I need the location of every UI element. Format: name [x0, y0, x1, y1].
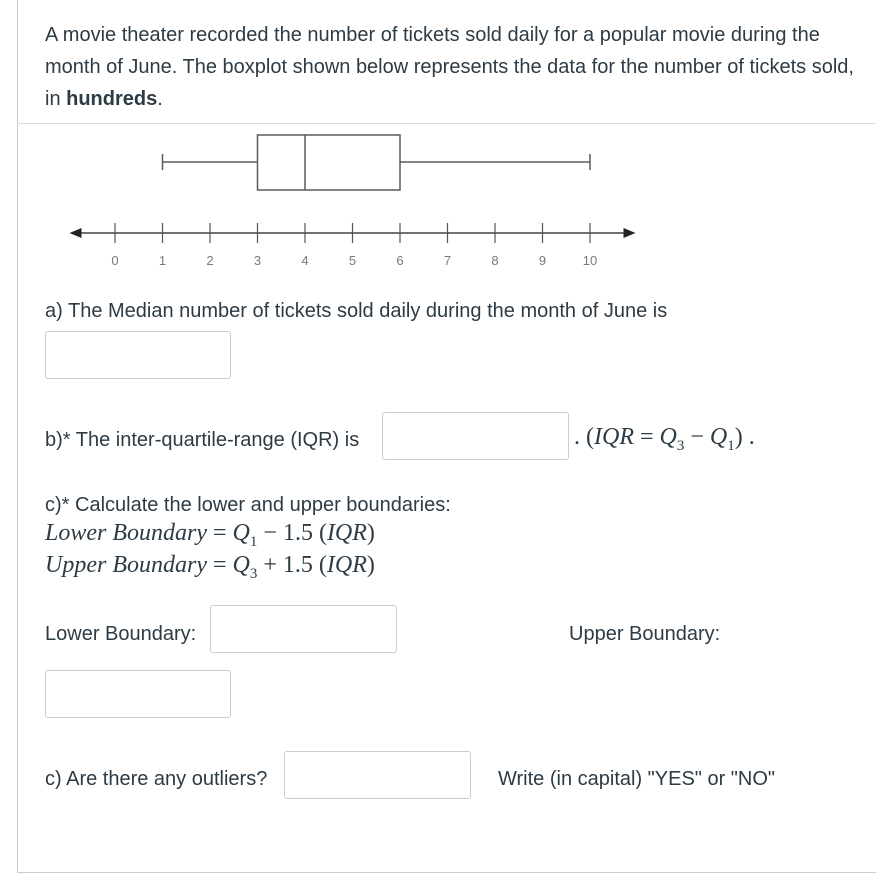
question-c-text: c)* Calculate the lower and upper boundaries:: [45, 494, 451, 516]
upper-formula-name: Upper Boundary: [45, 552, 207, 578]
iqr-lhs: IQR: [594, 424, 634, 450]
iqr-q1-sub: 1: [727, 437, 735, 454]
median-answer-input[interactable]: [45, 331, 231, 379]
outlier-hint: Write (in capital) "YES" or "NO": [498, 768, 775, 790]
iqr-q1: Q: [709, 424, 728, 450]
upper-formula-op: +: [263, 552, 277, 578]
outlier-question-text: c) Are there any outliers?: [45, 768, 268, 790]
intro-text: A movie theater recorded the number of tickets sold daily for a popular movie during the month of June. The boxplot shown below represents the data for the number of tickets sold, in: [45, 24, 854, 110]
boxplot-box: [258, 135, 401, 190]
number-line-tick-label-0: 0: [111, 253, 119, 268]
lower-boundary-label: Lower Boundary:: [45, 623, 197, 645]
iqr-q3: Q: [659, 424, 677, 450]
lower-formula-iqr: IQR: [326, 520, 367, 546]
boxplot-chart: [60, 130, 660, 280]
number-line-tick-label-3: 3: [253, 253, 262, 268]
number-line-tick-label-4: 4: [301, 253, 309, 268]
lower-boundary-input[interactable]: [210, 605, 397, 653]
iqr-eq: =: [639, 424, 654, 450]
lower-boundary-formula: Lower Boundary = $Q_1 - 1.5$ (IQR): [45, 520, 375, 550]
number-line-right-arrow: [624, 228, 636, 238]
number-line-tick-label-2: 2: [206, 253, 214, 268]
intro-divider: [17, 123, 876, 124]
upper-formula-eq: =: [212, 552, 227, 578]
upper-formula-coef: 1.5: [282, 552, 313, 578]
outlier-answer-input[interactable]: [284, 751, 471, 799]
question-intro: [45, 19, 855, 115]
lower-formula-coef: 1.5: [282, 520, 313, 546]
upper-boundary-input[interactable]: [45, 670, 231, 718]
question-b-text: b)* The inter-quartile-range (IQR) is: [45, 429, 360, 451]
iqr-minus: −: [690, 424, 704, 450]
number-line-left-arrow: [70, 228, 82, 238]
number-line-tick-label-10: 10: [582, 253, 598, 268]
upper-boundary-label: Upper Boundary:: [569, 623, 721, 645]
number-line-tick-label-8: 8: [491, 253, 499, 268]
upper-boundary-formula: Upper Boundary = $Q_3 + 1.5$ (IQR): [45, 552, 375, 582]
number-line-tick-label-9: 9: [538, 253, 547, 268]
lower-formula-sub: 1: [249, 533, 258, 550]
number-line-tick-label-1: 1: [158, 253, 167, 268]
question-a-text: a) The Median number of tickets sold daily during the month of June is: [45, 300, 668, 322]
intro-period: .: [157, 88, 163, 110]
upper-formula-q: Q: [232, 552, 250, 578]
iqr-q3-sub: 3: [676, 437, 685, 454]
iqr-answer-input[interactable]: [382, 412, 569, 460]
number-line-tick-label-6: 6: [396, 253, 404, 268]
intro-bold-unit: hundreds: [66, 88, 158, 110]
lower-formula-eq: =: [213, 520, 227, 546]
lower-formula-name: Lower Boundary: [45, 520, 207, 546]
iqr-formula: . $(IQR = Q_3 - Q_1)$ .: [574, 424, 755, 454]
lower-formula-op: −: [263, 520, 277, 546]
lower-formula-q: Q: [232, 520, 250, 546]
number-line-tick-label-7: 7: [443, 253, 452, 268]
number-line-tick-label-5: 5: [348, 253, 357, 268]
upper-formula-iqr: IQR: [326, 552, 367, 578]
upper-formula-sub: 3: [249, 565, 258, 582]
